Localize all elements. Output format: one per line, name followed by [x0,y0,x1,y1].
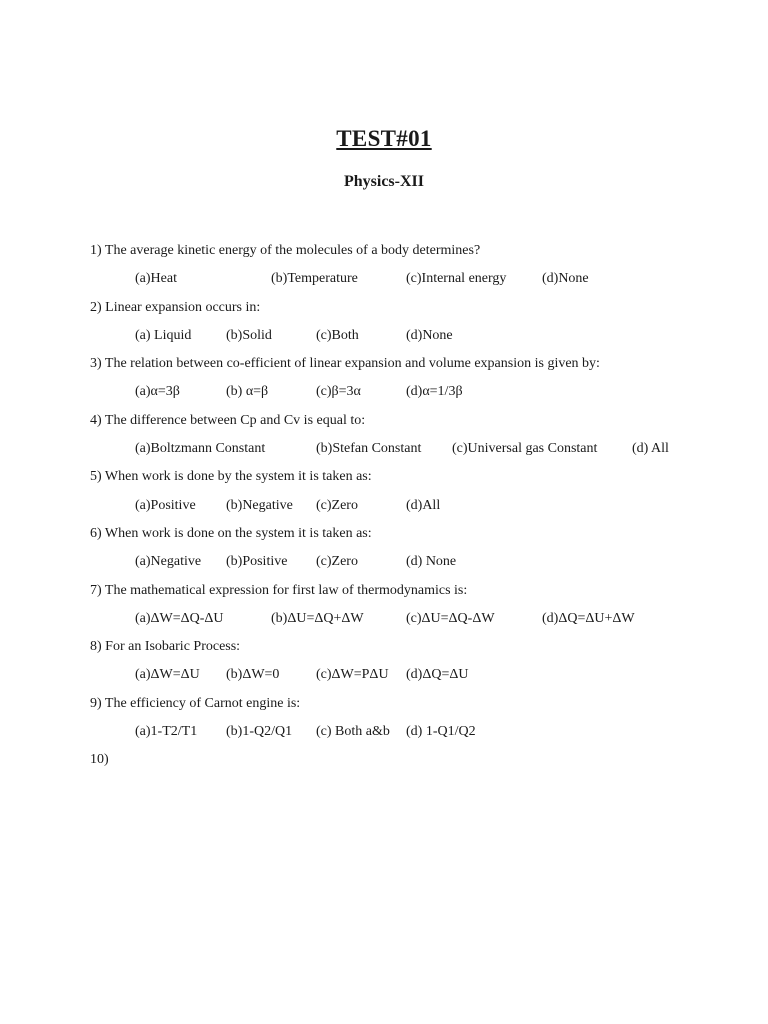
question-text: 8) For an Isobaric Process: [90,639,241,655]
answer-option: (b)1-Q2/Q1 [226,724,293,740]
answer-option: (d) 1-Q1/Q2 [406,724,476,740]
test-title: TEST#01 [336,126,432,151]
answer-option: (a)Heat [135,271,177,287]
answer-option: (d)None [406,327,453,343]
option-row [90,609,730,637]
answer-option: (d)None [542,271,589,287]
answer-option: (a)Boltzmann Constant [135,441,266,457]
answer-option: (c)Both [316,327,359,343]
answer-option: (c)Zero [316,497,358,513]
answer-option: (b)Stefan Constant [316,441,422,457]
answer-option: (a)1-T2/T1 [135,724,198,740]
answer-option: (c)ΔW=PΔU [316,667,389,683]
answer-option: (b)ΔU=ΔQ+ΔW [271,610,364,626]
option-row [90,382,730,410]
question-text: 3) The relation between co-efficient of linear expansion and volume expansion is given by: [90,356,600,372]
option-row [90,665,730,693]
question-text: 9) The efficiency of Carnot engine is: [90,695,301,711]
option-row [90,439,730,467]
answer-option: (c)Internal energy [406,271,507,287]
answer-option: (c) Both a&b [316,724,390,740]
option-row [90,269,730,297]
answer-option: (c)ΔU=ΔQ-ΔW [406,610,495,626]
question-text: 5) When work is done by the system it is taken as: [90,469,372,485]
option-row [90,496,730,524]
answer-option: (d) All [632,441,669,457]
question-text: 6) When work is done on the system it is taken as: [90,525,372,541]
answer-option: (d)α=1/3β [406,384,463,400]
answer-option: (d)ΔQ=ΔU [406,667,469,683]
answer-option: (b)ΔW=0 [226,667,280,683]
answer-option: (a)α=3β [135,384,180,400]
answer-option: (a) Liquid [135,327,192,343]
question-text: 2) Linear expansion occurs in: [90,299,261,315]
question-text: 10) [90,752,109,768]
answer-option: (b)Temperature [271,271,358,287]
question-text: 1) The average kinetic energy of the molecules of a body determines? [90,243,481,258]
answer-option: (c)Universal gas Constant [452,441,598,457]
answer-option: (b) α=β [226,384,269,400]
question-list [90,241,730,779]
option-row [90,552,730,580]
answer-option: (b)Positive [226,554,288,570]
question-text: 4) The difference between Cp and Cv is equal to: [90,412,366,428]
answer-option: (d) None [406,554,457,570]
answer-option: (a)Negative [135,554,202,570]
question-text: 7) The mathematical expression for first law of thermodynamics is: [90,582,468,598]
answer-option: (a)ΔW=ΔQ-ΔU [135,610,224,626]
answer-option: (a)ΔW=ΔU [135,667,200,683]
subject-subtitle: Physics-XII [343,173,424,190]
option-row [90,722,730,750]
answer-option: (b)Solid [226,327,272,343]
option-row [90,326,730,354]
answer-option: (a)Positive [135,497,196,513]
answer-option: (d)All [406,497,441,513]
answer-option: (b)Negative [226,497,293,513]
answer-option: (d)ΔQ=ΔU+ΔW [542,610,635,626]
answer-option: (c)Zero [316,554,358,570]
answer-option: (c)β=3α [316,384,361,400]
